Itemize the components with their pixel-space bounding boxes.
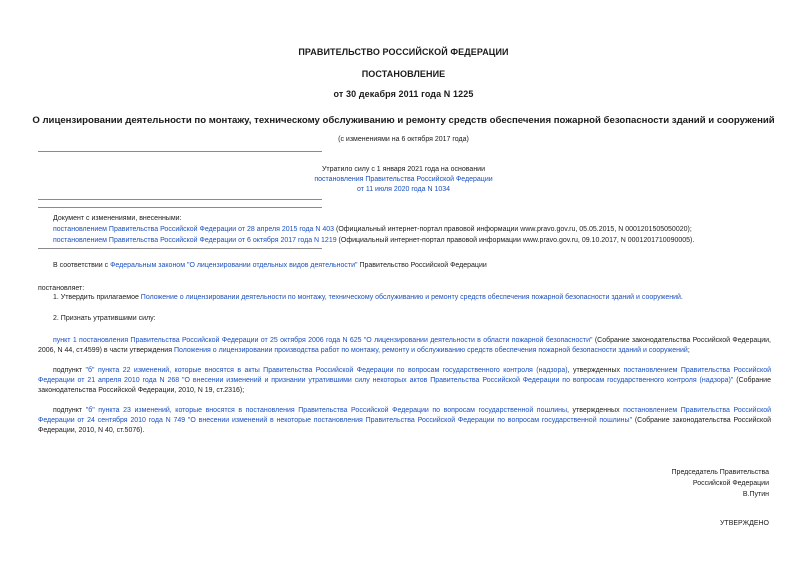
amendments-block — [53, 213, 773, 246]
preamble-text: В соответствии с — [53, 262, 111, 269]
repeal-text-end: ; — [687, 347, 690, 355]
divider — [38, 248, 322, 249]
repeal-link[interactable]: постановлением Правительства Российской Федерации от 21 апреля 2010 года N 268 "О внесении изменений и признании утратившими силу некоторых актов Правительства Российской Федерации по вопросам государственного контроля (надзора)" — [38, 367, 771, 385]
doc-type-heading: ПОСТАНОВЛЕНИЕ — [361, 69, 446, 79]
repeal-text: , утвержденных — [567, 407, 624, 414]
repeal-text: подпункт — [53, 367, 86, 374]
federal-law-link[interactable]: Федеральным законом "О лицензировании отдельных видов деятельности" — [110, 262, 358, 269]
signature-name: В.Путин — [742, 491, 769, 498]
document-title: О лицензировании деятельности по монтажу, техническому обслуживанию и ремонту средств обеспечения пожарной безопасности зданий и сооружений — [32, 115, 775, 126]
revision-note: (с изменениями на 6 октября 2017 года) — [338, 136, 469, 143]
repeal-text: , утвержденных — [567, 367, 624, 374]
approved-label: УТВЕРЖДЕНО — [719, 520, 769, 527]
amendment-item — [53, 224, 773, 235]
item-2-paragraph: 2. Признать утратившими силу: — [53, 315, 156, 322]
item-1-paragraph — [53, 293, 773, 303]
amendments-intro: Документ с изменениями, внесенными: — [53, 215, 182, 222]
amendment-link[interactable]: постановлением Правительства Российской Федерации от 28 апреля 2015 года N 403 — [53, 226, 335, 233]
repeal-text-end: (Собрание законодательства Российской Федерации, 2010, N 19, ст.2316); — [38, 377, 771, 395]
amendment-source: (Официальный интернет-портал правовой информации www.pravo.gov.ru, 05.05.2015, N 0001201505050020); — [334, 226, 692, 233]
repeal-text: подпункт — [53, 407, 86, 414]
resolves-text: постановляет: — [38, 285, 85, 292]
repeal-link[interactable]: "б" пункта 23 изменений, которые вносятся в постановления Правительства Российской Федерации по вопросам государственной пошлины — [85, 407, 567, 414]
amendment-source: (Официальный интернет-портал правовой информации www.pravo.gov.ru, 09.10.2017, N 0001201710090005). — [336, 237, 695, 244]
repeal-link[interactable]: пункт 1 постановления Правительства Российской Федерации от 25 октября 2006 года N 625 "О лицензировании деятельности в области пожарной безопасности" — [53, 337, 593, 344]
preamble-text-end: Правительство Российской Федерации — [357, 262, 487, 269]
preamble-paragraph — [53, 261, 773, 271]
amendment-item — [53, 235, 773, 246]
lapsed-notice-link[interactable]: постановления Правительства Российской Федерации — [314, 176, 493, 183]
lapsed-notice — [0, 165, 807, 195]
lapsed-notice-text: Утратило силу с 1 января 2021 года на основании — [321, 166, 486, 173]
repeal-item-2 — [38, 366, 771, 397]
item-1-text: 1. Утвердить прилагаемое — [53, 294, 141, 301]
lapsed-notice-link-date[interactable]: от 11 июля 2020 года N 1034 — [356, 186, 451, 193]
divider — [38, 151, 322, 152]
date-number-heading: от 30 декабря 2011 года N 1225 — [333, 89, 474, 99]
signature-title: Председатель Правительства — [671, 469, 769, 476]
repeal-text-end: (Собрание законодательства Российской Федерации, 2010, N 40, ст.5076). — [38, 417, 771, 435]
signature-block — [672, 467, 769, 500]
divider — [38, 199, 322, 200]
amendment-link[interactable]: постановлением Правительства Российской Федерации от 6 октября 2017 года N 1219 — [53, 237, 337, 244]
repeal-item-3 — [38, 406, 771, 437]
repeal-link[interactable]: Положения о лицензировании производства работ по монтажу, ремонту и обслуживанию средств обеспечения пожарной безопасности зданий и сооружений — [173, 347, 688, 355]
item-1-end: . — [680, 294, 683, 301]
signature-country: Российской Федерации — [692, 480, 769, 487]
org-heading: ПРАВИТЕЛЬСТВО РОССИЙСКОЙ ФЕДЕРАЦИИ — [298, 47, 509, 57]
repeal-link[interactable]: "б" пункта 22 изменений, которые вносятся в акты Правительства Российской Федерации по вопросам государственного контроля (надзора) — [85, 367, 568, 374]
regulation-link[interactable]: Положение о лицензировании деятельности по монтажу, техническому обслуживанию и ремонту средств обеспечения пожарной безопасности зданий и сооружений — [140, 294, 681, 301]
repeal-text: (Собрание законодательства Российской Федерации, 2006, N 44, ст.4599) в части утверждения — [38, 337, 772, 355]
repeal-link[interactable]: постановлением Правительства Российской Федерации от 24 сентября 2010 года N 749 "О внесении изменений в некоторые постановления Правительства Российской Федерации по вопросам государственной пошлины" — [38, 407, 772, 425]
repeal-item-1 — [38, 336, 771, 356]
divider — [38, 207, 322, 208]
